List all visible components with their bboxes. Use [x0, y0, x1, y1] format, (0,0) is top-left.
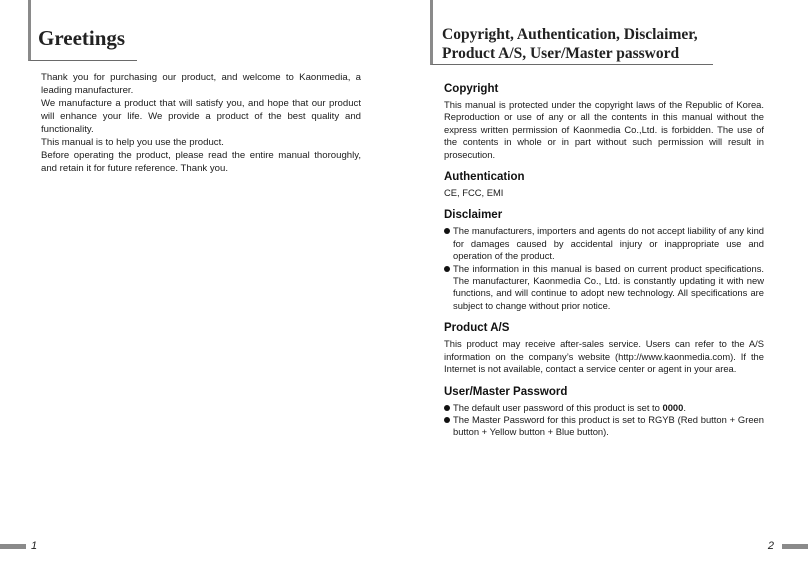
product-as-heading: Product A/S [444, 322, 510, 335]
password-section [444, 385, 764, 439]
greetings-paragraph: Before operating the product, please read the entire manual thoroughly, and retain it for future reference. Thank you. [41, 150, 361, 174]
password-item-prefix: The default user password of this product is set to [453, 401, 663, 413]
greetings-heading-box [28, 0, 137, 61]
right-content [444, 82, 764, 448]
disclaimer-heading: Disclaimer [444, 209, 503, 222]
page-number-right: 2 [767, 540, 774, 552]
default-password-value: 0000 [662, 401, 684, 413]
password-list [444, 402, 764, 439]
greetings-paragraph: This manual is to help you use the product. [41, 137, 224, 148]
list-item: The manufacturers, importers and agents do not accept liability of any kind for damages caused by accidental injury or inappropriate use and operation of the product. [444, 225, 764, 262]
footer-bar-right [782, 544, 808, 549]
copyright-text: This manual is protected under the copyright laws of the Republic of Korea. Reproduction or use of any or all the contents in this manual without the express written permission of Kaonmedia Co.,Ltd. is forbidden. The use of the contents in whole or in part without such permission will result in prosecution. [444, 99, 764, 160]
footer-bar-left [0, 544, 26, 549]
password-heading: User/Master Password [444, 385, 568, 398]
authentication-section [444, 170, 764, 199]
product-as-text: This product may receive after-sales service. Users can refer to the A/S information on the company’s website (http://www.kaonmedia.com). If the Internet is not available, contact a service center or agent in your area. [444, 338, 764, 375]
title-line-1: Copyright, Authentication, Disclaimer, [442, 26, 698, 43]
disclaimer-list [444, 225, 764, 312]
title-line-2: Product A/S, User/Master password [442, 45, 680, 62]
authentication-text: CE, FCC, EMI [444, 187, 504, 199]
copyright-heading-box [430, 0, 713, 65]
greetings-paragraph: We manufacture a product that will satisfy you, and hope that our product will enhance your life. We provide a product of the best quality and functionality. [41, 98, 361, 135]
page-number-left: 1 [31, 540, 38, 552]
greetings-title: Greetings [38, 26, 126, 50]
page-right [404, 0, 808, 571]
list-item: The Master Password for this product is set to RGYB (Red button + Green button + Yellow button + Blue button). [444, 414, 764, 439]
greetings-body [41, 71, 361, 175]
password-item-suffix: . [683, 401, 686, 413]
list-item [444, 402, 764, 414]
disclaimer-section [444, 208, 764, 312]
product-as-section [444, 321, 764, 375]
page-title [442, 25, 698, 63]
authentication-heading: Authentication [444, 171, 525, 184]
copyright-heading: Copyright [444, 83, 499, 95]
list-item: The information in this manual is based on current product specifications. The manufacturer, Kaonmedia Co., Ltd. is constantly updating it with new functions, and will continue to adopt new technology. All specifications are subject to change without prior notice. [444, 263, 764, 313]
copyright-section [444, 82, 764, 161]
greetings-paragraph: Thank you for purchasing our product, and welcome to Kaonmedia, a leading manufacturer. [41, 72, 361, 96]
